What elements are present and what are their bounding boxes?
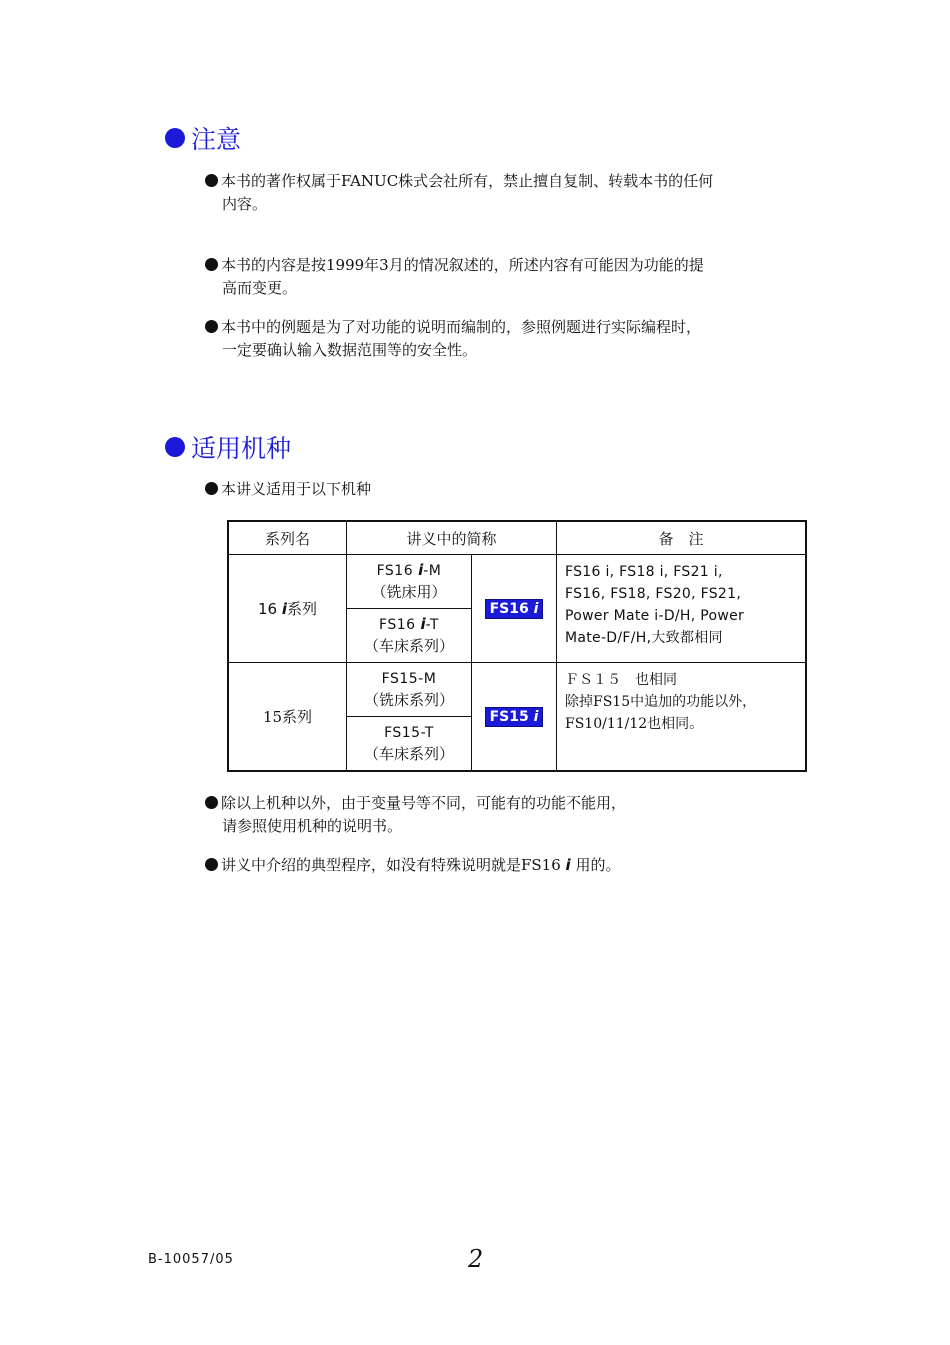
- header-remark: 备 注: [557, 521, 807, 555]
- bullet-icon: [205, 482, 218, 495]
- models-heading-text: 适用机种: [191, 434, 292, 463]
- notice-bullet-1: [205, 170, 765, 216]
- models-intro: [205, 478, 765, 501]
- models-intro-text: 本讲义适用于以下机种: [221, 480, 372, 498]
- series-cell-16i: 16 i系列: [228, 555, 347, 663]
- header-abbrev: 讲义中的简称: [347, 521, 557, 555]
- models-note-1-line1: 除以上机种以外，由于变量号等不同，可能有的功能不能用，: [221, 794, 627, 812]
- remark-cell: ＦＳ１５ 也相同 除掉FS15中追加的功能以外， FS10/11/12也相同。: [557, 663, 807, 772]
- notice-bullet-3-line1: 本书中的例题是为了对功能的说明而编制的，参照例题进行实际编程时，: [221, 318, 702, 336]
- notice-bullet-1-line2: 内容。: [222, 195, 268, 213]
- heading-bullet-icon: [165, 128, 185, 148]
- notice-heading: [165, 120, 241, 156]
- bullet-icon: [205, 258, 218, 271]
- bullet-icon: [205, 320, 218, 333]
- bullet-icon: [205, 174, 218, 187]
- notice-bullet-2-line2: 高而变更。: [222, 279, 298, 297]
- header-series: 系列名: [228, 521, 347, 555]
- fs16i-badge: FS16 i: [485, 599, 544, 619]
- notice-bullet-3: [205, 316, 765, 362]
- sub-model-cell: FS15-M （铣床系列）: [347, 663, 472, 717]
- sub-model-cell: FS16 i-T （车床系列）: [347, 609, 472, 663]
- table-header-row: [228, 521, 806, 555]
- badge-cell: [472, 555, 557, 663]
- models-note-1-line2: 请参照使用机种的说明书。: [222, 817, 403, 835]
- models-note-2: 讲义中介绍的典型程序，如没有特殊说明就是FS16 i 用的。: [205, 854, 765, 877]
- table-row: [228, 555, 806, 609]
- models-table: [227, 520, 807, 772]
- fs15i-badge: FS15 i: [485, 707, 544, 727]
- series-cell-15: 15系列: [228, 663, 347, 772]
- notice-bullet-3-line2: 一定要确认输入数据范围等的安全性。: [222, 341, 478, 359]
- notice-bullet-2: [205, 254, 765, 300]
- bullet-icon: [205, 796, 218, 809]
- notice-bullet-2-line1: 本书的内容是按1999年3月的情况叙述的，所述内容有可能因为功能的提: [221, 256, 704, 274]
- badge-cell: [472, 663, 557, 772]
- heading-bullet-icon: [165, 437, 185, 457]
- models-note-1: [205, 792, 765, 838]
- models-heading: [165, 429, 291, 465]
- sub-model-cell: FS15-T （车床系列）: [347, 717, 472, 772]
- notice-heading-text: 注意: [191, 125, 242, 154]
- remark-cell: FS16 i, FS18 i, FS21 i, FS16, FS18, FS20, FS21, Power Mate i-D/H, Power Mate-D/F/H,大致都相同: [557, 555, 807, 663]
- table-row: [228, 663, 806, 717]
- notice-bullet-1-line1: 本书的著作权属于FANUC株式会社所有，禁止擅自复制、转载本书的任何: [221, 172, 714, 190]
- bullet-icon: [205, 858, 218, 871]
- sub-model-cell: FS16 i-M （铣床用）: [347, 555, 472, 609]
- document-code: B-10057/05: [148, 1252, 234, 1267]
- page-number: 2: [468, 1245, 484, 1273]
